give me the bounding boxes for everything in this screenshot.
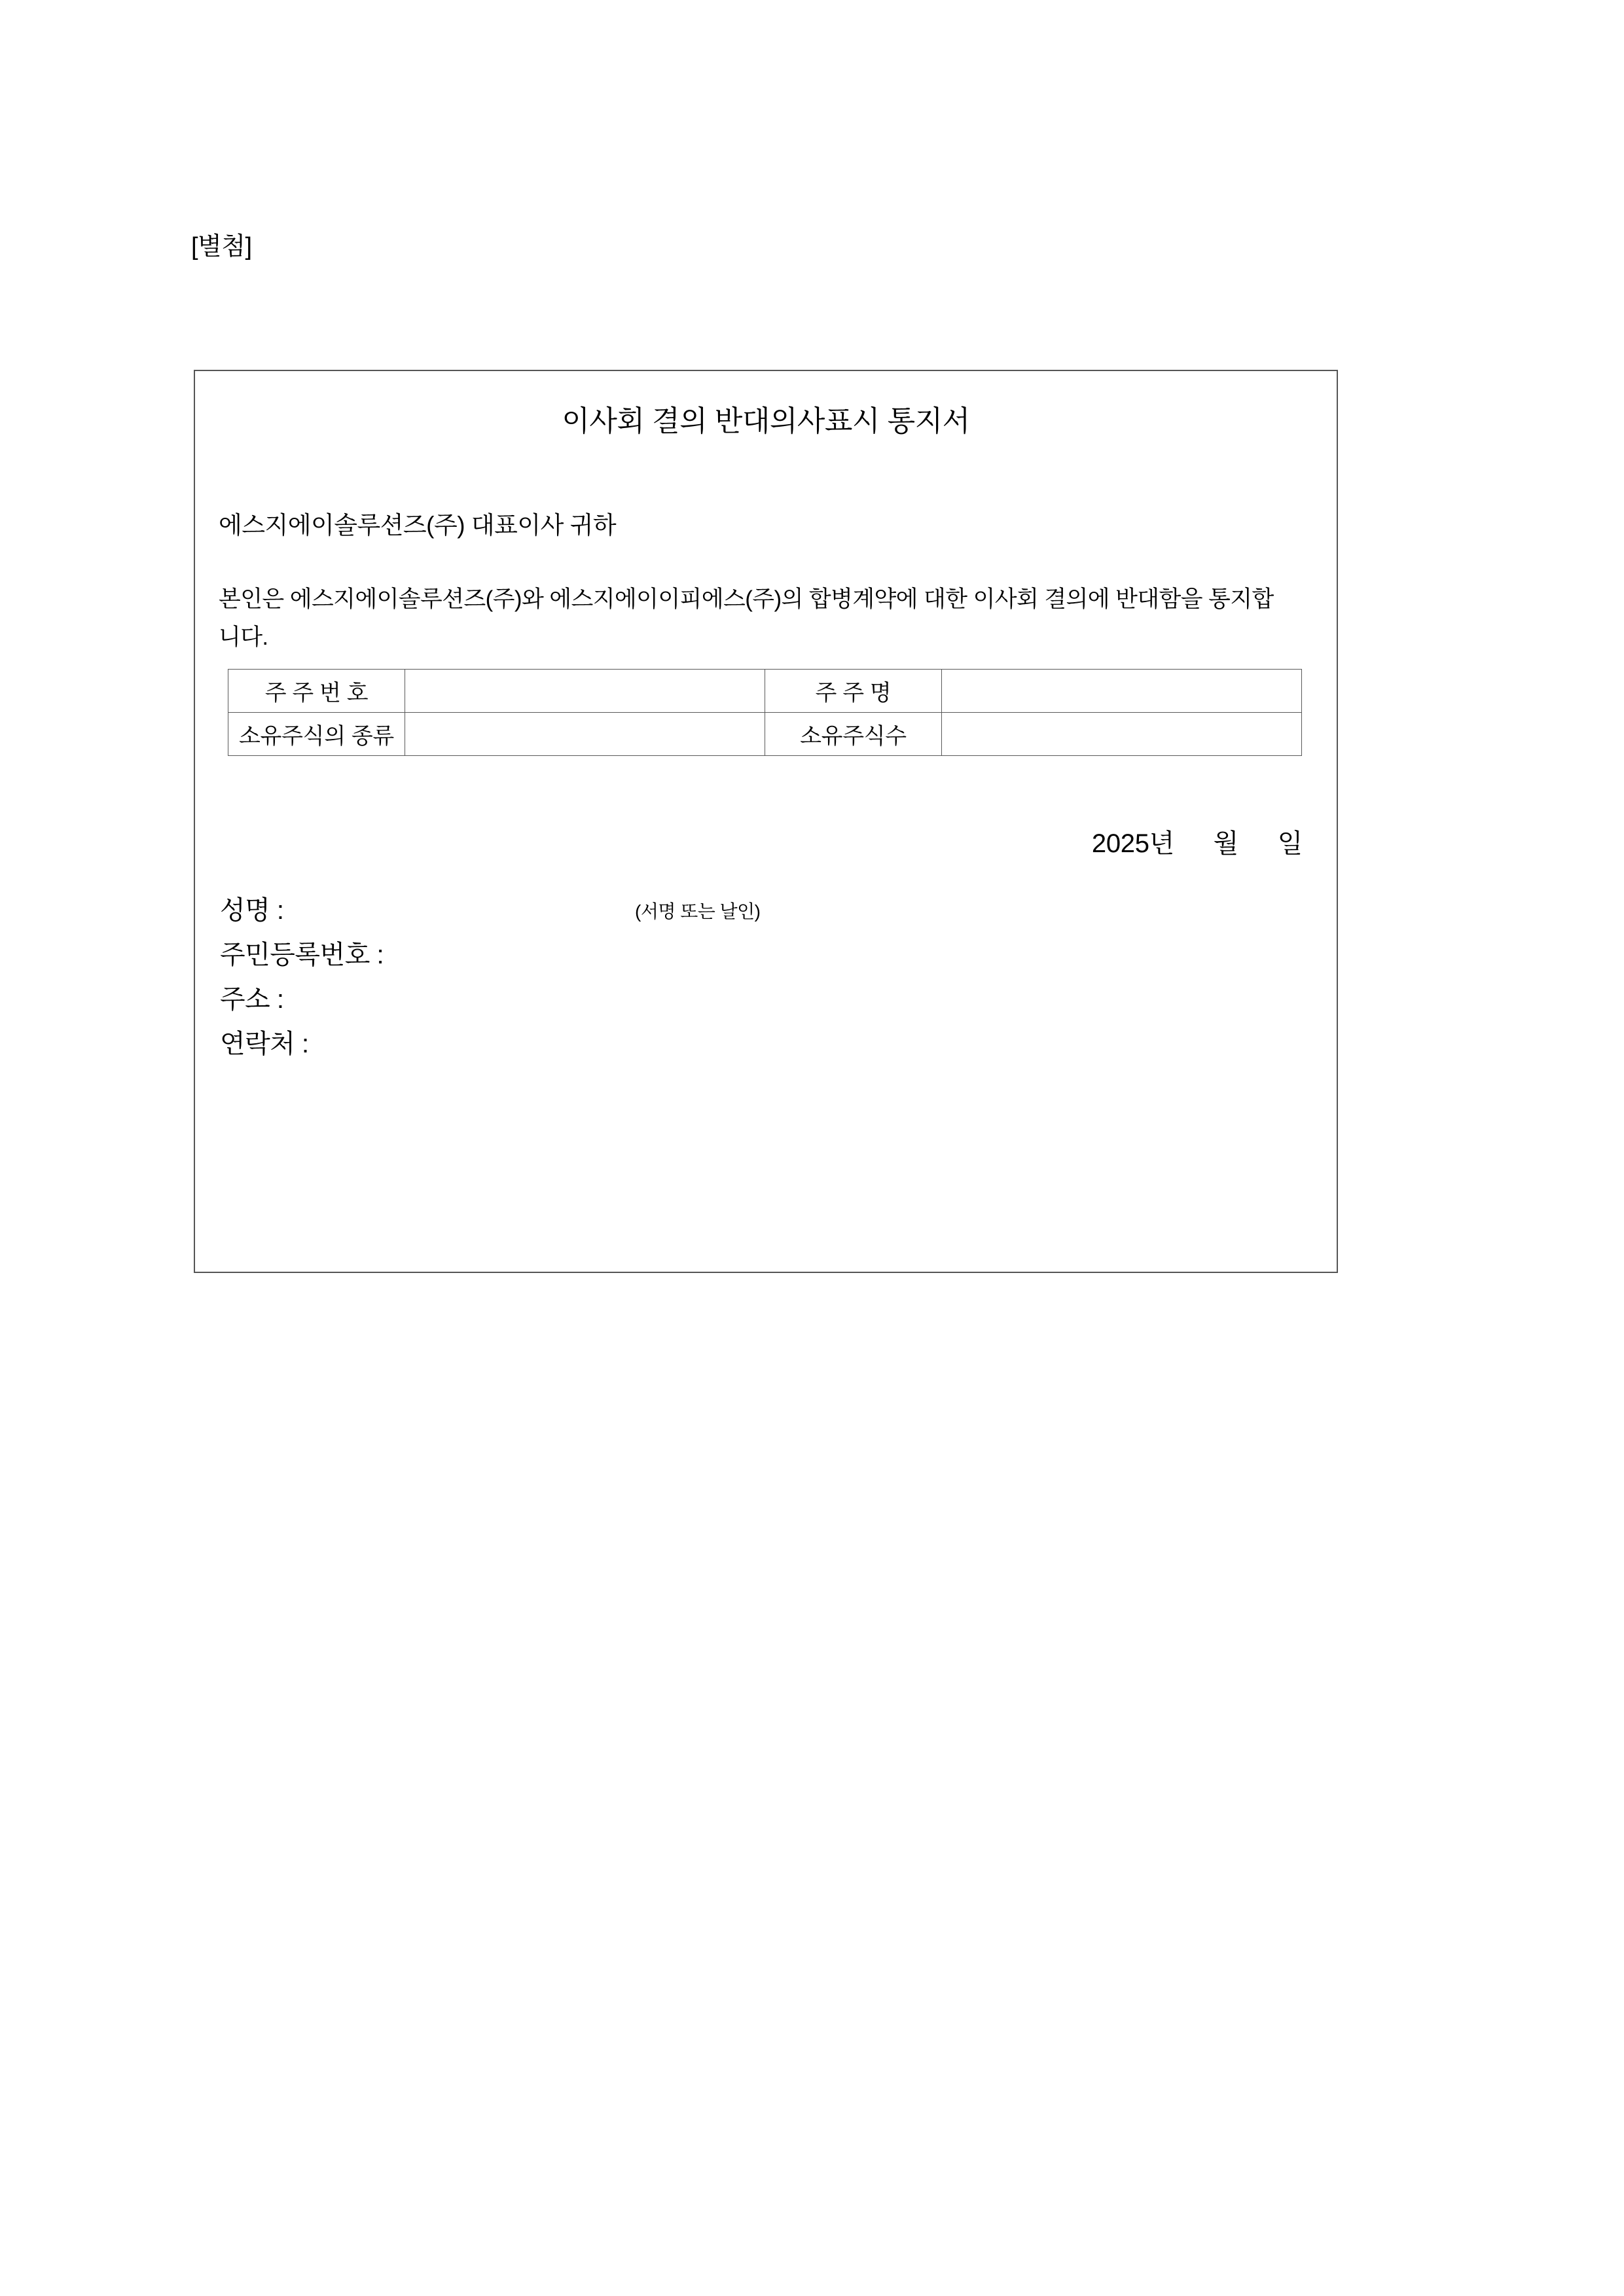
field-share-type[interactable] (405, 713, 765, 756)
label-contact: 연락처 : (220, 1030, 309, 1058)
date-line (1092, 823, 1303, 860)
contact-row (220, 1022, 384, 1066)
address-row (220, 977, 384, 1022)
field-shareholder-number[interactable] (405, 670, 765, 713)
addressee-line: 에스지에이솔루션즈(주) 대표이사 귀하 (219, 512, 617, 539)
label-share-type: 소유주식의 종류 (228, 713, 405, 756)
table-row (228, 713, 1302, 756)
table-row (228, 670, 1302, 713)
attachment-tag: [별첨] (191, 233, 252, 260)
resident-id-row (220, 933, 384, 977)
page-title: 이사회 결의 반대의사표시 통지서 (562, 405, 970, 437)
notice-form-box (194, 370, 1338, 1273)
shareholder-info-table (228, 669, 1302, 756)
label-share-count: 소유주식수 (765, 713, 942, 756)
label-name: 성명 : (220, 896, 284, 925)
date-month: 월 (1213, 829, 1238, 858)
label-address: 주소 : (220, 985, 284, 1014)
date-year: 2025년 (1091, 829, 1174, 858)
field-shareholder-name[interactable] (942, 670, 1302, 713)
signature-note: (서명 또는 날인) (635, 901, 761, 922)
field-share-count[interactable] (942, 713, 1302, 756)
body-paragraph: 본인은 에스지에이솔루션즈(주)와 에스지에이이피에스(주)의 합병계약에 대한 이사회 결의에 반대함을 통지합니다. (219, 586, 1274, 650)
label-resident-id: 주민등록번호 : (220, 941, 384, 969)
label-shareholder-name: 주 주 명 (765, 670, 942, 713)
name-row (220, 888, 761, 933)
label-shareholder-number: 주 주 번 호 (228, 670, 405, 713)
date-day: 일 (1277, 829, 1303, 858)
signature-block (220, 888, 761, 1066)
